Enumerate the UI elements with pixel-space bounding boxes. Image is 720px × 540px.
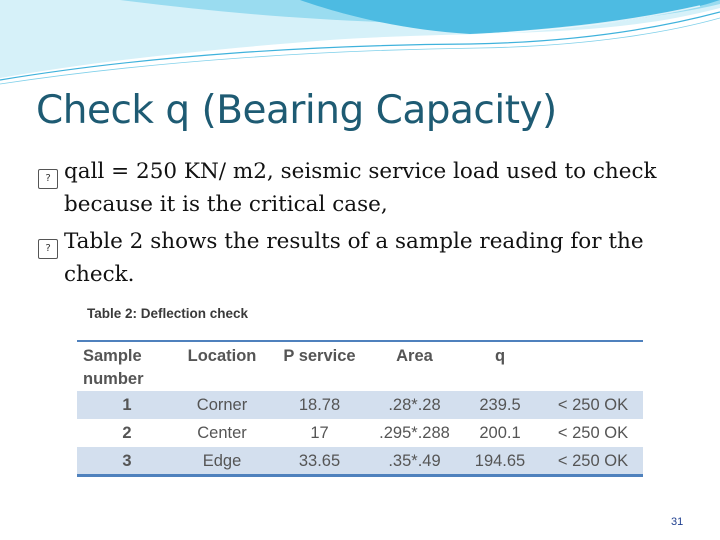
bullet-text: Table 2 shows the results of a sample reading for the check. bbox=[64, 229, 644, 287]
cell-location: Center bbox=[197, 423, 247, 442]
table-bottom-rule bbox=[77, 474, 643, 477]
missing-glyph-box-icon: ? bbox=[38, 169, 58, 189]
cell-sample: 2 bbox=[122, 423, 132, 442]
cell-sample: 1 bbox=[77, 391, 177, 419]
column-header-check bbox=[543, 342, 643, 391]
cell-q: 200.1 bbox=[479, 423, 521, 442]
cell-q: 239.5 bbox=[457, 391, 543, 419]
header-wave-decoration bbox=[0, 0, 720, 90]
cell-location: Edge bbox=[177, 447, 267, 475]
cell-sample: 3 bbox=[77, 447, 177, 475]
column-header-area: Area bbox=[396, 347, 433, 365]
table-row bbox=[77, 391, 643, 419]
bullet-item bbox=[38, 226, 704, 290]
cell-q: 194.65 bbox=[457, 447, 543, 475]
bullet-item bbox=[38, 156, 704, 220]
column-header-p-service: P service bbox=[283, 347, 356, 365]
cell-area: .28*.28 bbox=[372, 391, 457, 419]
slide-title: Check q (Bearing Capacity) bbox=[36, 88, 557, 133]
cell-p-service: 18.78 bbox=[267, 391, 372, 419]
cell-p-service: 33.65 bbox=[267, 447, 372, 475]
cell-area: .295*.288 bbox=[379, 423, 450, 442]
cell-location: Corner bbox=[177, 391, 267, 419]
deflection-table-figure bbox=[65, 298, 653, 486]
missing-glyph-box-icon: ? bbox=[38, 239, 58, 259]
column-header-location: Location bbox=[187, 347, 257, 365]
deflection-table bbox=[77, 342, 643, 475]
cell-check: < 250 OK bbox=[543, 391, 643, 419]
bullet-text: qall = 250 KN/ m2, seismic service load used to check because it is the critical case, bbox=[64, 159, 657, 217]
cell-check: < 250 OK bbox=[557, 423, 629, 442]
cell-p-service: 17 bbox=[310, 423, 329, 442]
column-header-sample-number: Sample number bbox=[83, 347, 144, 388]
cell-area: .35*.49 bbox=[372, 447, 457, 475]
table-row bbox=[77, 447, 643, 475]
page-number: 31 bbox=[671, 516, 684, 528]
table-caption: Table 2: Deflection check bbox=[87, 306, 249, 321]
table-header-row bbox=[77, 342, 643, 391]
column-header-q: q bbox=[494, 347, 506, 365]
cell-check: < 250 OK bbox=[543, 447, 643, 475]
table-row bbox=[77, 419, 643, 447]
